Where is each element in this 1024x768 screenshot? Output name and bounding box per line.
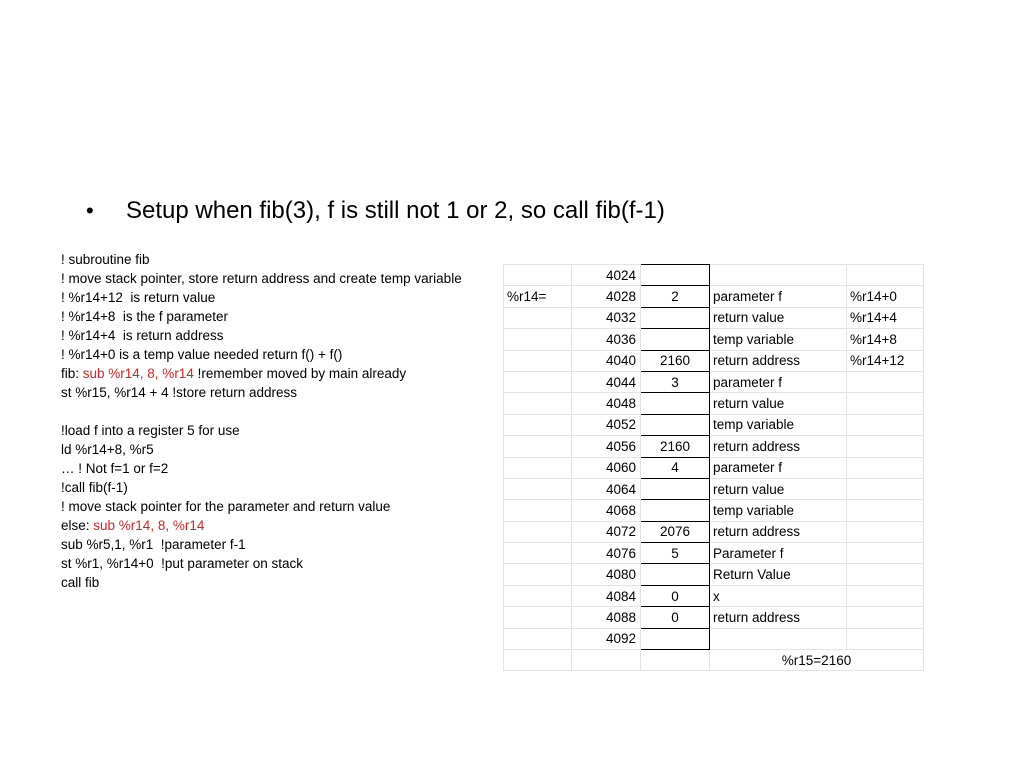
description-cell: Parameter f [710, 543, 847, 564]
table-row [504, 521, 924, 542]
description-cell: return value [710, 393, 847, 414]
code-text: sub %r5,1, %r1 !parameter f-1 [61, 537, 246, 552]
table-row [504, 307, 924, 328]
code-text: st %r15, %r14 + 4 !store return address [61, 385, 297, 400]
register-pointer-cell [504, 371, 572, 392]
code-text: fib: [61, 366, 83, 381]
description-cell: parameter f [710, 371, 847, 392]
code-line [61, 345, 462, 364]
value-cell [641, 265, 710, 286]
code-listing [61, 250, 462, 592]
table-row [504, 585, 924, 606]
code-text: ! %r14+0 is a temp value needed return f() + f() [61, 347, 343, 362]
stack-memory-table [503, 264, 924, 671]
register-pointer-cell [504, 585, 572, 606]
address-cell: 4072 [572, 521, 641, 542]
table-row [504, 607, 924, 628]
offset-cell [847, 607, 924, 628]
code-line [61, 554, 462, 573]
offset-cell [847, 371, 924, 392]
slide-heading: Setup when fib(3), f is still not 1 or 2, so call fib(f-1) [126, 197, 665, 224]
value-cell: 4 [641, 457, 710, 478]
register-pointer-cell [504, 307, 572, 328]
highlighted-instruction: sub %r14, 8, %r14 [82, 366, 194, 381]
description-cell: temp variable [710, 329, 847, 350]
address-cell: 4032 [572, 307, 641, 328]
register-pointer-cell [504, 393, 572, 414]
code-text: st %r1, %r14+0 !put parameter on stack [61, 556, 303, 571]
table-row [504, 414, 924, 435]
register-pointer-cell [504, 521, 572, 542]
code-line [61, 440, 462, 459]
table-row [504, 457, 924, 478]
register-pointer-cell [504, 457, 572, 478]
value-cell [641, 564, 710, 585]
code-line [61, 288, 462, 307]
address-cell: 4048 [572, 393, 641, 414]
offset-cell: %r14+4 [847, 307, 924, 328]
table-row [504, 564, 924, 585]
register-pointer-cell [504, 607, 572, 628]
code-line [61, 364, 462, 383]
value-cell [641, 478, 710, 499]
offset-cell: %r14+8 [847, 329, 924, 350]
code-text: ! move stack pointer for the parameter and return value [61, 499, 391, 514]
value-cell [641, 329, 710, 350]
description-cell: return address [710, 436, 847, 457]
table-row [504, 371, 924, 392]
description-cell: return address [710, 607, 847, 628]
address-cell: 4064 [572, 478, 641, 499]
offset-cell [847, 414, 924, 435]
code-text: ! %r14+8 is the f parameter [61, 309, 228, 324]
code-line [61, 535, 462, 554]
value-cell: 3 [641, 371, 710, 392]
table-row [504, 286, 924, 307]
description-cell [710, 628, 847, 649]
description-cell: x [710, 585, 847, 606]
value-cell [641, 500, 710, 521]
offset-cell [847, 585, 924, 606]
slide-bullet [86, 196, 665, 226]
offset-cell [847, 478, 924, 499]
address-cell: 4092 [572, 628, 641, 649]
value-cell: 0 [641, 585, 710, 606]
address-cell: 4056 [572, 436, 641, 457]
description-cell: temp variable [710, 414, 847, 435]
address-cell: 4040 [572, 350, 641, 371]
code-text: ! %r14+4 is return address [61, 328, 224, 343]
code-line [61, 402, 462, 421]
register-pointer-cell [504, 500, 572, 521]
description-cell: Return Value [710, 564, 847, 585]
code-line [61, 516, 462, 535]
value-cell [641, 393, 710, 414]
highlighted-instruction: sub %r14, 8, %r14 [93, 518, 205, 533]
empty-cell [504, 650, 572, 671]
description-cell: parameter f [710, 457, 847, 478]
code-text: … ! Not f=1 or f=2 [61, 461, 169, 476]
code-line [61, 478, 462, 497]
code-text: ! subroutine fib [61, 252, 150, 267]
description-cell: return value [710, 307, 847, 328]
table-row [504, 436, 924, 457]
description-cell [710, 265, 847, 286]
offset-cell [847, 521, 924, 542]
code-text: !call fib(f-1) [61, 480, 128, 495]
offset-cell [847, 543, 924, 564]
code-text: ! move stack pointer, store return address and create temp variable [61, 271, 462, 286]
table-row [504, 478, 924, 499]
code-line [61, 307, 462, 326]
register-pointer-cell [504, 436, 572, 457]
table-row [504, 543, 924, 564]
offset-cell [847, 436, 924, 457]
offset-cell: %r14+12 [847, 350, 924, 371]
description-cell: parameter f [710, 286, 847, 307]
offset-cell [847, 457, 924, 478]
description-cell: return address [710, 521, 847, 542]
register-pointer-cell [504, 543, 572, 564]
r15-value-cell: %r15=2160 [710, 650, 924, 671]
value-cell: 2160 [641, 436, 710, 457]
table-row [504, 265, 924, 286]
code-line [61, 459, 462, 478]
code-text: !load f into a register 5 for use [61, 423, 240, 438]
register-pointer-cell [504, 628, 572, 649]
address-cell: 4076 [572, 543, 641, 564]
register-pointer-cell: %r14= [504, 286, 572, 307]
register-pointer-cell [504, 564, 572, 585]
address-cell: 4036 [572, 329, 641, 350]
offset-cell [847, 500, 924, 521]
table-row [504, 500, 924, 521]
register-pointer-cell [504, 478, 572, 499]
register-pointer-cell [504, 350, 572, 371]
offset-cell [847, 628, 924, 649]
table-footer-row [504, 650, 924, 671]
code-line [61, 250, 462, 269]
table-row [504, 393, 924, 414]
offset-cell: %r14+0 [847, 286, 924, 307]
code-line [61, 497, 462, 516]
code-line [61, 326, 462, 345]
address-cell: 4060 [572, 457, 641, 478]
register-pointer-cell [504, 414, 572, 435]
address-cell: 4028 [572, 286, 641, 307]
address-cell: 4088 [572, 607, 641, 628]
address-cell: 4052 [572, 414, 641, 435]
table-row [504, 350, 924, 371]
code-text: !remember moved by main already [193, 366, 407, 381]
code-line [61, 269, 462, 288]
table-row [504, 329, 924, 350]
code-line [61, 573, 462, 592]
code-text: ld %r14+8, %r5 [61, 442, 154, 457]
address-cell: 4084 [572, 585, 641, 606]
empty-cell [641, 650, 710, 671]
value-cell: 2 [641, 286, 710, 307]
offset-cell [847, 393, 924, 414]
offset-cell [847, 564, 924, 585]
bullet-point-icon: • [86, 198, 94, 223]
address-cell: 4068 [572, 500, 641, 521]
code-text: call fib [61, 575, 100, 590]
address-cell: 4044 [572, 371, 641, 392]
value-cell: 0 [641, 607, 710, 628]
register-pointer-cell [504, 329, 572, 350]
code-line [61, 421, 462, 440]
value-cell [641, 628, 710, 649]
description-cell: return address [710, 350, 847, 371]
description-cell: temp variable [710, 500, 847, 521]
code-text: ! %r14+12 is return value [61, 290, 216, 305]
table-row [504, 628, 924, 649]
register-pointer-cell [504, 265, 572, 286]
offset-cell [847, 265, 924, 286]
code-line [61, 383, 462, 402]
value-cell [641, 307, 710, 328]
empty-cell [572, 650, 641, 671]
value-cell: 5 [641, 543, 710, 564]
address-cell: 4080 [572, 564, 641, 585]
address-cell: 4024 [572, 265, 641, 286]
description-cell: return value [710, 478, 847, 499]
value-cell [641, 414, 710, 435]
value-cell: 2076 [641, 521, 710, 542]
value-cell: 2160 [641, 350, 710, 371]
code-text: else: [61, 518, 94, 533]
